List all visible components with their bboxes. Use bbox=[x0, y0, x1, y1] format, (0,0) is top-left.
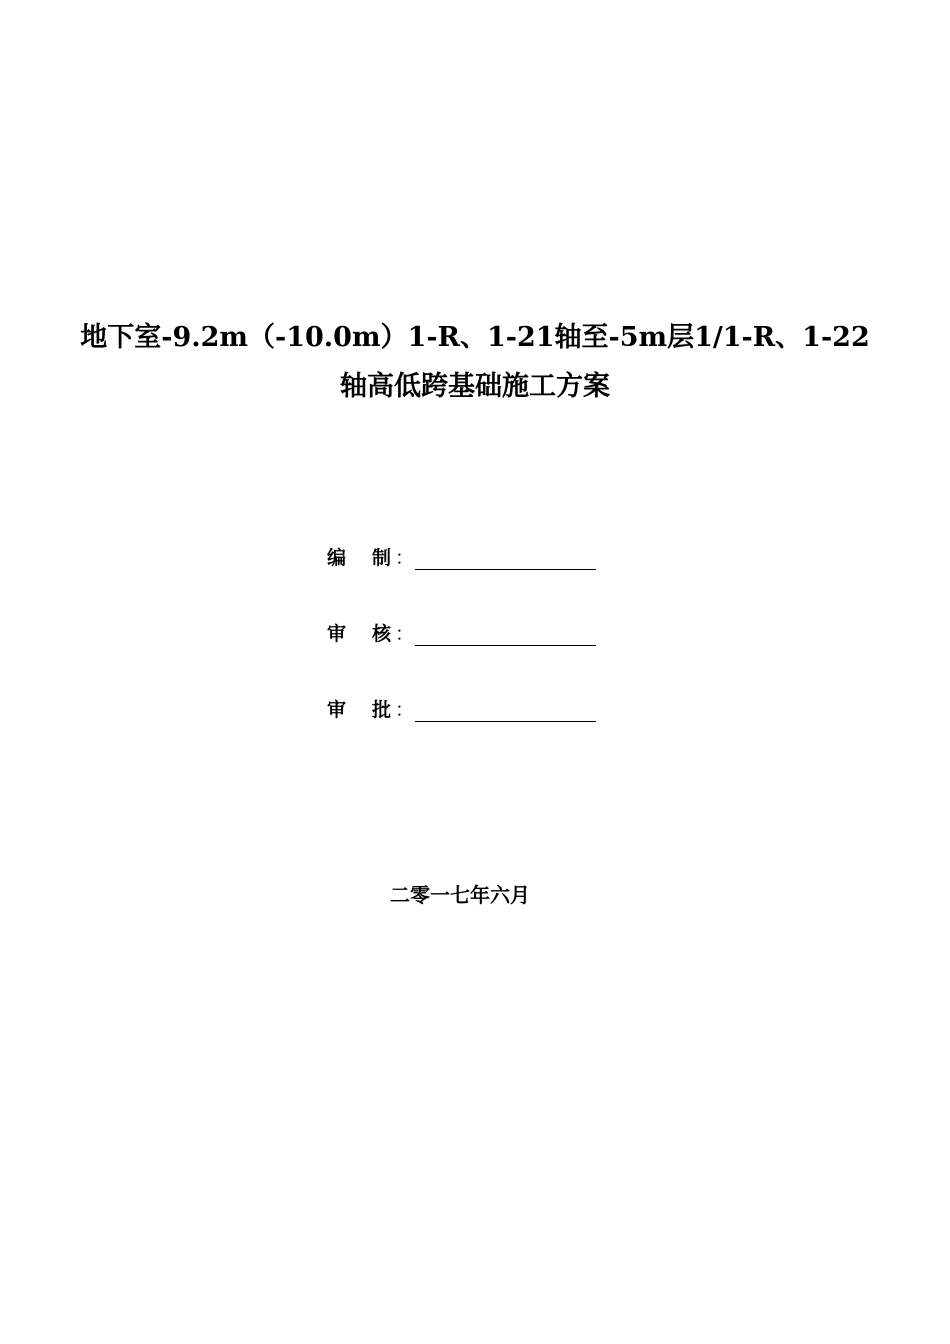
signature-line-approver[interactable] bbox=[415, 721, 596, 722]
signature-line-compiler[interactable] bbox=[415, 569, 596, 570]
signature-block bbox=[327, 541, 617, 769]
document-title-line-2: 轴高低跨基础施工方案 bbox=[340, 371, 610, 402]
document-title-line-1: 地下室-9.2m（-10.0m）1-R、1-21轴至-5m层1/1-R、1-22 bbox=[80, 322, 870, 353]
signature-row-compiler: 编 制 ： bbox=[327, 541, 617, 617]
signature-row-reviewer: 审 核 ： bbox=[327, 617, 617, 693]
signature-line-reviewer[interactable] bbox=[415, 645, 596, 646]
document-date: 二零一七年六月 bbox=[390, 883, 530, 907]
signature-row-approver: 审 批 ： bbox=[327, 693, 617, 769]
